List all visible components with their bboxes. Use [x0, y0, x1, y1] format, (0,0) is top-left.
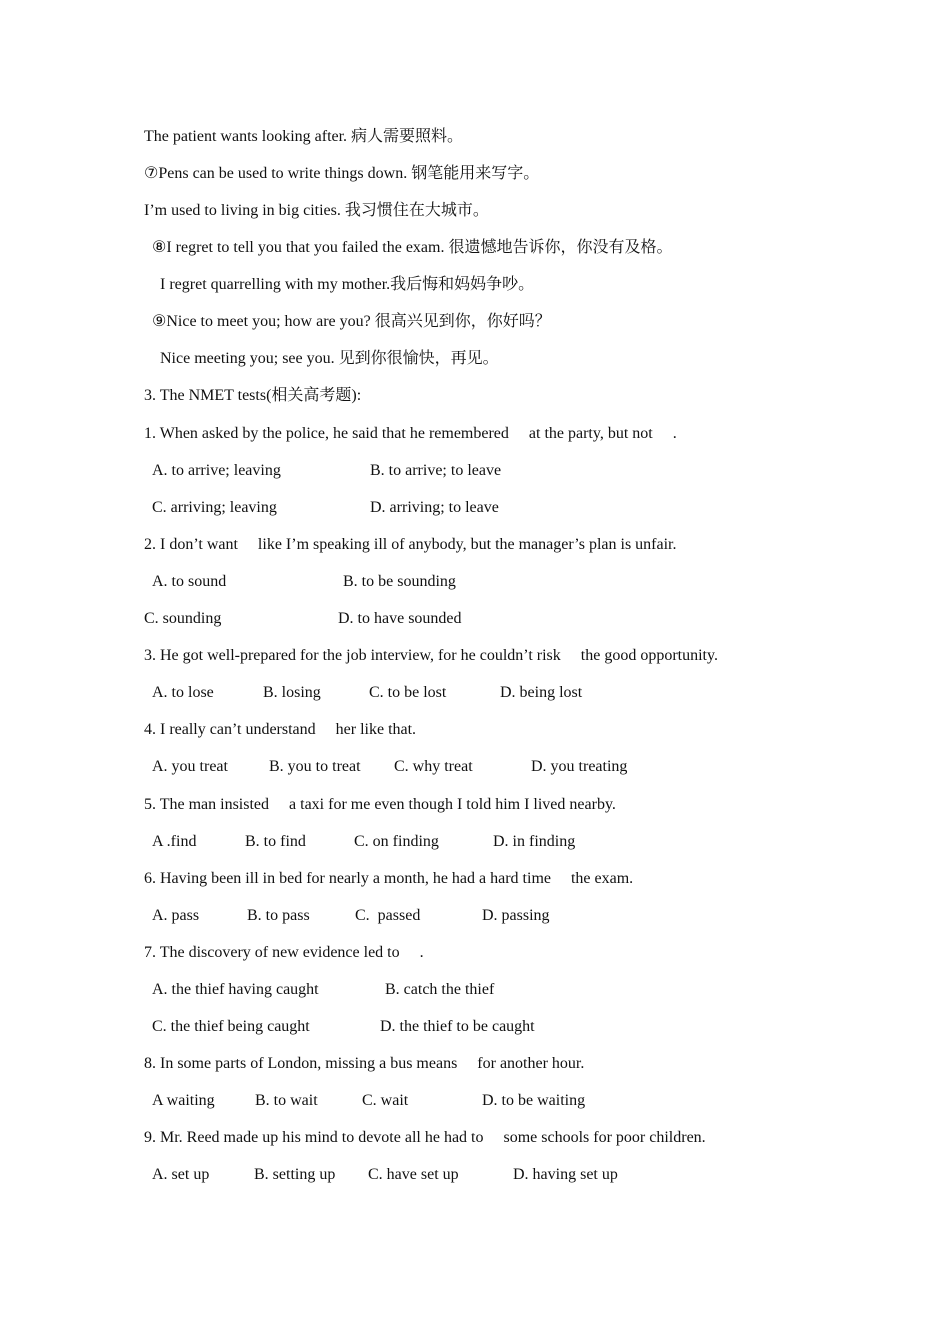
option-b: B. to find	[245, 833, 306, 850]
question-text: 9. Mr. Reed made up his mind to devote all he had to	[144, 1129, 484, 1146]
option-a: A. to sound	[152, 573, 227, 590]
option-c: C. on finding	[354, 833, 439, 850]
option-c: C. why treat	[394, 758, 473, 775]
option-d: D. in finding	[493, 833, 576, 850]
option-a: A. you treat	[152, 758, 228, 775]
question-text: her like that.	[335, 721, 417, 738]
option-a: A. to arrive; leaving	[152, 462, 281, 479]
question-9	[144, 1128, 706, 1148]
option-d: D. you treating	[531, 758, 628, 775]
question-text: .	[672, 425, 677, 442]
question-text: for another hour.	[477, 1055, 585, 1072]
question-6	[144, 869, 633, 889]
option-b: B. setting up	[254, 1166, 336, 1183]
option-c: C. passed	[355, 907, 421, 924]
example-sentence: I’m used to living in big cities. 我习惯住在大城市。	[144, 202, 489, 219]
option-d: D. to be waiting	[482, 1092, 586, 1109]
example-sentence: ⑨Nice to meet you; how are you? 很高兴见到你，你好吗？	[152, 313, 551, 330]
option-d: D. having set up	[513, 1166, 618, 1183]
section-heading: 3. The NMET tests(相关高考题):	[144, 387, 362, 404]
option-a: A waiting	[152, 1092, 215, 1109]
question-7	[144, 943, 424, 963]
question-text: like I’m speaking ill of anybody, but the manager’s plan is unfair.	[257, 536, 677, 553]
option-d: D. being lost	[500, 684, 583, 701]
option-a: A .find	[152, 833, 197, 850]
option-b: B. losing	[263, 684, 321, 701]
option-b: B. you to treat	[269, 758, 361, 775]
option-a: A. to lose	[152, 684, 214, 701]
question-text: a taxi for me even though I told him I lived nearby.	[289, 796, 616, 813]
option-c: C. have set up	[368, 1166, 459, 1183]
question-text: 8. In some parts of London, missing a bus means	[144, 1055, 458, 1072]
example-sentence: I regret quarrelling with my mother.我后悔和妈妈争吵。	[160, 276, 535, 293]
question-8	[144, 1054, 584, 1074]
question-4	[144, 720, 416, 740]
question-text: the good opportunity.	[580, 647, 718, 664]
option-c: C. the thief being caught	[152, 1018, 310, 1035]
option-a: A. the thief having caught	[152, 981, 319, 998]
option-c: C. sounding	[144, 610, 222, 627]
example-sentence: ⑦Pens can be used to write things down. 钢笔能用来写字。	[144, 165, 540, 182]
question-3	[144, 646, 718, 666]
option-b: B. to arrive; to leave	[370, 462, 502, 479]
question-text: the exam.	[570, 870, 634, 887]
option-d: D. the thief to be caught	[380, 1018, 535, 1035]
option-a: A. set up	[152, 1166, 210, 1183]
option-d: D. arriving; to leave	[370, 499, 499, 516]
example-sentence: ⑧I regret to tell you that you failed the exam. 很遗憾地告诉你，你没有及格。	[152, 239, 673, 256]
question-text: some schools for poor children.	[503, 1129, 706, 1146]
question-5	[144, 795, 616, 815]
question-text: 1. When asked by the police, he said that he remembered	[144, 425, 509, 442]
question-1	[144, 424, 677, 444]
question-text: 3. He got well-prepared for the job interview, for he couldn’t risk	[144, 647, 561, 664]
example-sentence: Nice meeting you; see you. 见到你很愉快，再见。	[160, 350, 499, 367]
question-text: at the party, but not	[528, 425, 653, 442]
question-text: 4. I really can’t understand	[144, 721, 316, 738]
option-b: B. to pass	[247, 907, 310, 924]
option-c: C. to be lost	[369, 684, 447, 701]
option-b: B. to be sounding	[343, 573, 456, 590]
option-b: B. catch the thief	[385, 981, 495, 998]
question-text: 2. I don’t want	[144, 536, 238, 553]
option-b: B. to wait	[255, 1092, 318, 1109]
question-2	[144, 535, 677, 555]
option-c: C. wait	[362, 1092, 409, 1109]
question-text: 7. The discovery of new evidence led to	[144, 944, 400, 961]
question-text: .	[419, 944, 424, 961]
option-c: C. arriving; leaving	[152, 499, 277, 516]
option-d: D. passing	[482, 907, 550, 924]
option-a: A. pass	[152, 907, 200, 924]
question-text: 5. The man insisted	[144, 796, 270, 813]
option-d: D. to have sounded	[338, 610, 462, 627]
example-sentence: The patient wants looking after. 病人需要照料。	[144, 128, 464, 145]
question-text: 6. Having been ill in bed for nearly a month, he had a hard time	[144, 870, 551, 887]
